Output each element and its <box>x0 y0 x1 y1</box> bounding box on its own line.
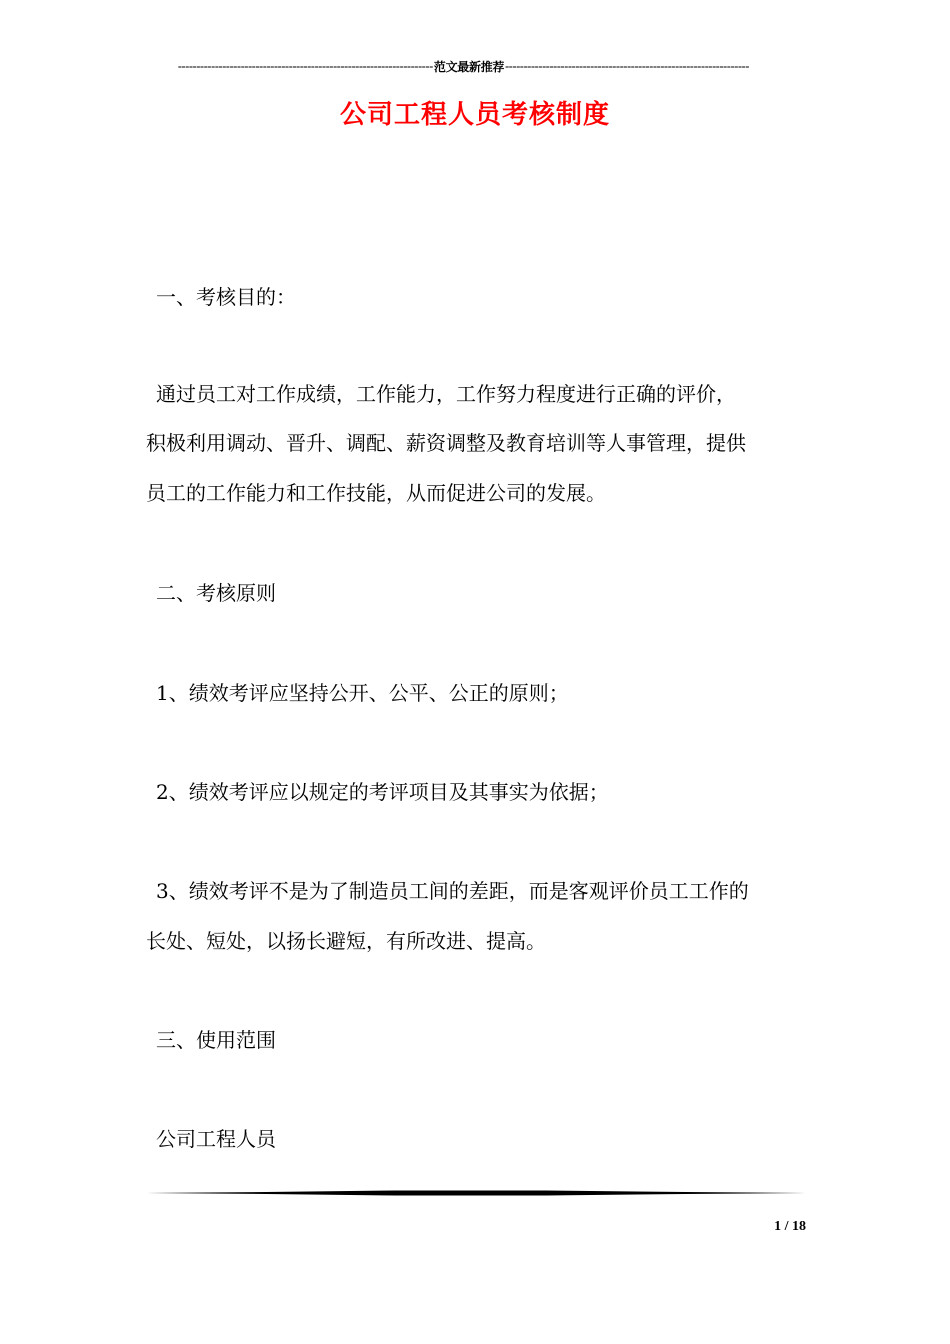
section-2-item-2: 2、绩效考评应以规定的考评项目及其事实为依据； <box>156 780 609 804</box>
header-banner <box>146 58 792 75</box>
section-1-body-line-3: 员工的工作能力和工作技能，从而促进公司的发展。 <box>146 481 606 505</box>
section-2-item-3-line-1: 3、绩效考评不是为了制造员工间的差距，而是客观评价员工工作的 <box>156 879 749 903</box>
section-1-body-line-1: 通过员工对工作成绩，工作能力，工作努力程度进行正确的评价， <box>156 382 736 406</box>
header-label: 范文最新推荐 <box>433 60 505 74</box>
header-dashes-left: --------------------------------------------------------------------- <box>177 59 433 73</box>
section-2-heading: 二、考核原则 <box>156 581 276 605</box>
footer-rule <box>146 1190 806 1196</box>
section-1-body-line-2: 积极利用调动、晋升、调配、薪资调整及教育培训等人事管理，提供 <box>146 431 746 455</box>
document-title: 公司工程人员考核制度 <box>339 100 610 130</box>
section-3-body: 公司工程人员 <box>156 1127 276 1151</box>
section-1-heading: 一、考核目的： <box>156 285 296 309</box>
section-2-item-3-line-2: 长处、短处，以扬长避短，有所改进、提高。 <box>146 929 546 953</box>
page-number: 1 / 18 <box>774 1219 806 1234</box>
header-dashes-right: ------------------------------------------------------------------ <box>505 59 750 73</box>
section-3-heading: 三、使用范围 <box>156 1028 276 1052</box>
section-2-item-1: 1、绩效考评应坚持公开、公平、公正的原则； <box>156 681 569 705</box>
